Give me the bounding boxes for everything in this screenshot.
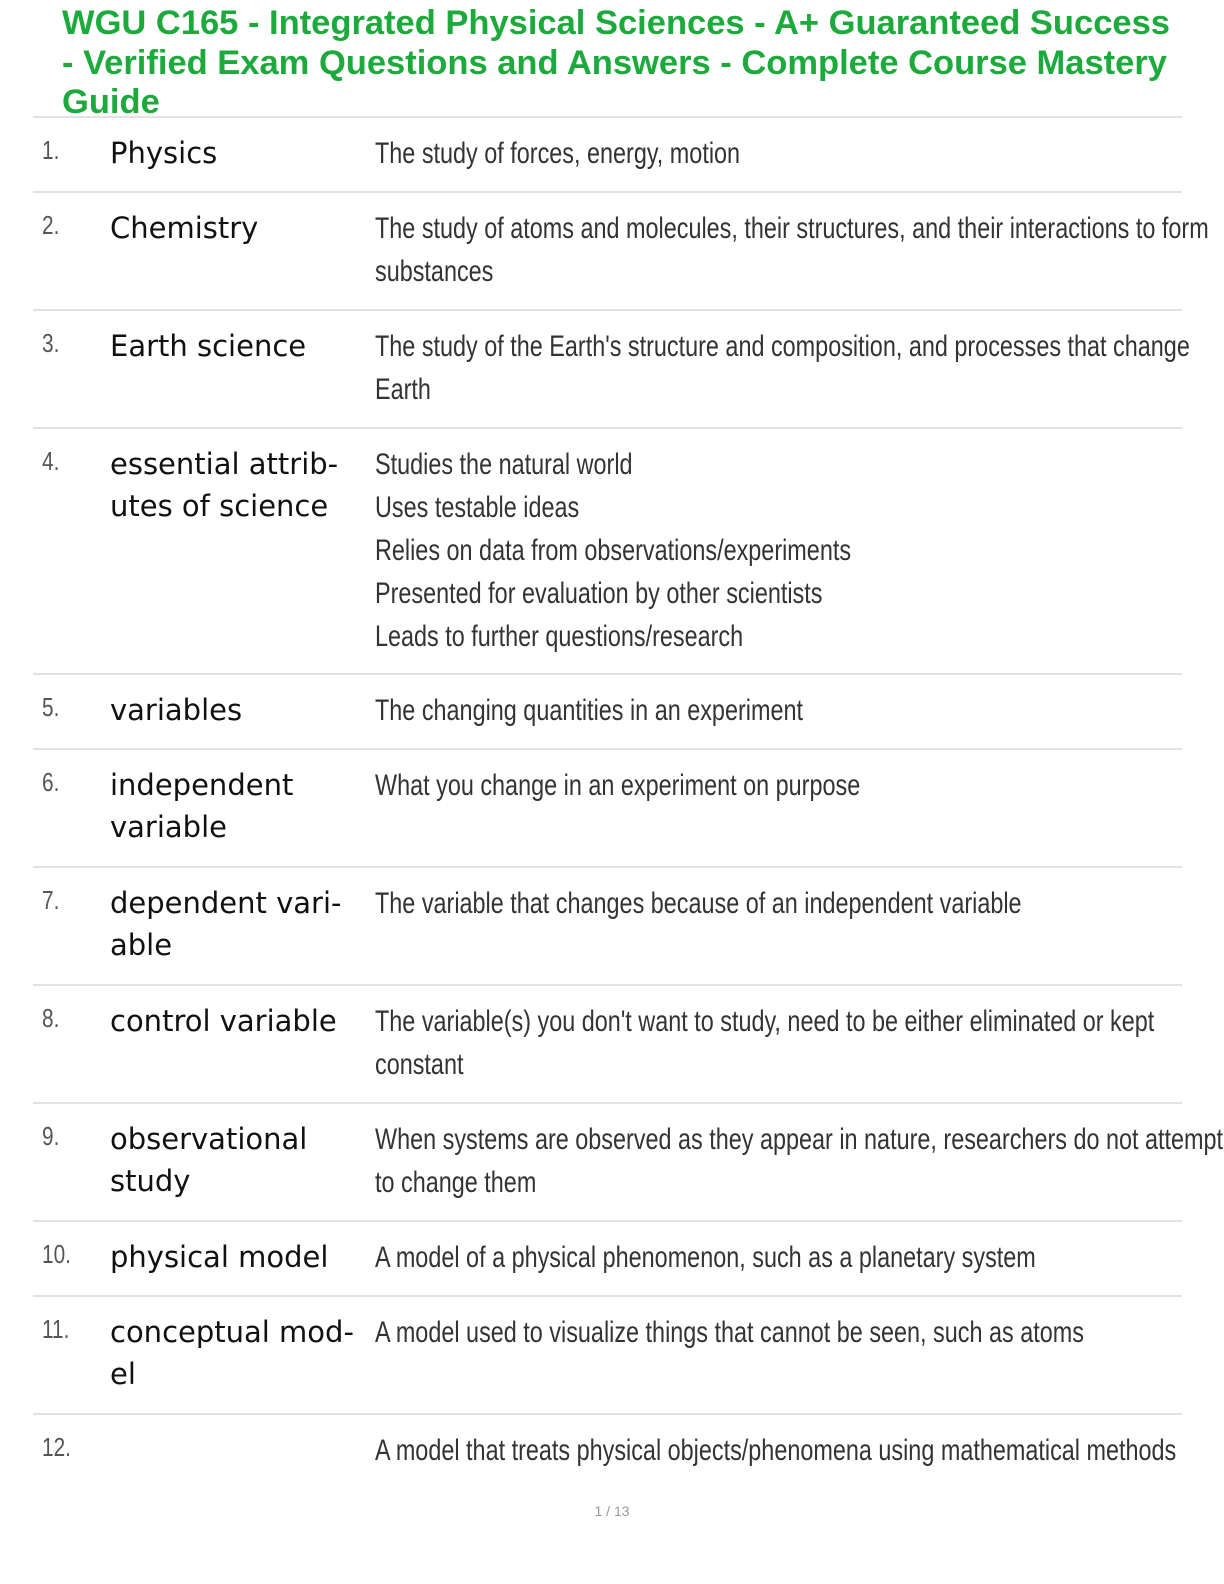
table-row xyxy=(33,675,1182,750)
row-definition xyxy=(375,1311,1155,1354)
definition-line: The variable that changes because of an independent variable xyxy=(375,887,1022,920)
row-definition xyxy=(375,132,1155,175)
term-line: variable xyxy=(110,810,227,844)
term-line: physical model xyxy=(110,1240,329,1274)
table-row xyxy=(33,429,1182,675)
term-line: el xyxy=(110,1357,136,1391)
row-term xyxy=(110,1000,370,1042)
table-row xyxy=(33,868,1182,986)
row-definition xyxy=(375,325,1190,411)
row-term xyxy=(110,443,370,527)
definition-line: to change them xyxy=(375,1166,537,1199)
term-line: variables xyxy=(110,693,243,727)
table-row xyxy=(33,986,1182,1104)
row-definition xyxy=(375,882,1155,925)
title-line: WGU C165 - Integrated Physical Sciences - A+ Guaranteed Success xyxy=(62,4,1170,42)
row-number: 2. xyxy=(42,210,60,240)
term-line: conceptual mod- xyxy=(110,1315,354,1349)
term-line: Chemistry xyxy=(110,211,259,245)
row-definition xyxy=(375,1236,1155,1279)
row-definition xyxy=(375,689,1155,732)
definition-line: A model of a physical phenomenon, such as a planetary system xyxy=(375,1241,1036,1274)
definition-line: The study of the Earth's structure and composition, and processes that change xyxy=(375,330,1190,363)
flashcard-table xyxy=(33,116,1224,1488)
definition-line: substances xyxy=(375,255,494,288)
row-number: 9. xyxy=(42,1121,60,1151)
row-term xyxy=(110,1311,370,1395)
definition-line: Presented for evaluation by other scientists xyxy=(375,577,823,610)
term-line: dependent vari- xyxy=(110,886,342,920)
row-definition xyxy=(375,207,1209,293)
document-title xyxy=(62,4,1212,123)
table-row xyxy=(33,1104,1224,1222)
definition-line: Studies the natural world xyxy=(375,448,633,481)
definition-line: constant xyxy=(375,1048,464,1081)
row-number: 12. xyxy=(42,1432,71,1462)
term-line: Earth science xyxy=(110,329,307,363)
row-term xyxy=(110,689,370,731)
definition-line: A model used to visualize things that cannot be seen, such as atoms xyxy=(375,1316,1084,1349)
row-term xyxy=(110,882,370,966)
table-row xyxy=(33,1222,1182,1297)
definition-line: What you change in an experiment on purpose xyxy=(375,769,861,802)
page-number: 1 / 13 xyxy=(594,1503,630,1519)
row-number: 11. xyxy=(42,1314,70,1344)
term-line: observational xyxy=(110,1122,308,1156)
definition-line: Leads to further questions/research xyxy=(375,620,744,653)
table-row xyxy=(33,311,1190,429)
table-row xyxy=(33,1415,1182,1488)
definition-line: The study of atoms and molecules, their structures, and their interactions to form xyxy=(375,212,1209,245)
row-definition xyxy=(375,1000,1155,1086)
row-number: 10. xyxy=(42,1239,71,1269)
table-row xyxy=(33,1297,1182,1415)
row-number: 6. xyxy=(42,767,60,797)
term-line: essential attrib- xyxy=(110,447,339,481)
row-number: 3. xyxy=(42,328,60,358)
row-number: 5. xyxy=(42,692,60,722)
row-definition xyxy=(375,1429,1177,1472)
row-number: 4. xyxy=(42,446,60,476)
title-line: - Verified Exam Questions and Answers - Complete Course Mastery xyxy=(62,43,1167,82)
row-definition xyxy=(375,764,1155,807)
definition-line: A model that treats physical objects/phenomena using mathematical methods xyxy=(375,1434,1177,1467)
definition-line: The variable(s) you don't want to study, need to be either eliminated or kept xyxy=(375,1005,1155,1038)
row-number: 8. xyxy=(42,1003,60,1033)
term-line: utes of science xyxy=(110,489,329,523)
table-row xyxy=(33,118,1182,193)
table-row xyxy=(33,750,1182,868)
term-line: able xyxy=(110,928,173,962)
term-line: independent xyxy=(110,768,294,802)
row-term xyxy=(110,764,370,848)
row-definition xyxy=(375,443,1155,658)
row-term xyxy=(110,1236,370,1278)
table-row xyxy=(33,193,1209,311)
title-line: Guide xyxy=(62,83,160,121)
row-number: 1. xyxy=(42,135,60,165)
term-line: control variable xyxy=(110,1004,337,1038)
row-term xyxy=(110,325,370,367)
term-line: Physics xyxy=(110,136,218,170)
definition-line: Uses testable ideas xyxy=(375,491,580,524)
row-term xyxy=(110,1118,370,1202)
row-number: 7. xyxy=(42,885,60,915)
definition-line: Earth xyxy=(375,373,431,406)
definition-line: Relies on data from observations/experiments xyxy=(375,534,852,567)
row-definition xyxy=(375,1118,1224,1204)
definition-line: The study of forces, energy, motion xyxy=(375,137,741,170)
row-term xyxy=(110,207,370,249)
row-term xyxy=(110,132,370,174)
definition-line: The changing quantities in an experiment xyxy=(375,694,803,727)
definition-line: When systems are observed as they appear in nature, researchers do not attempt xyxy=(375,1123,1224,1156)
term-line: study xyxy=(110,1164,191,1198)
